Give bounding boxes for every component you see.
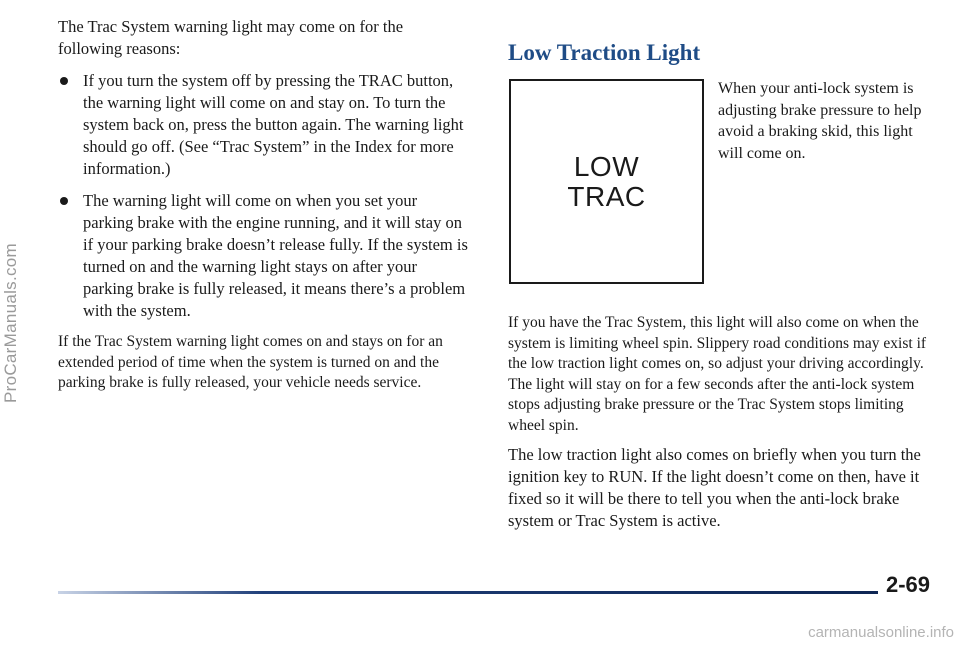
list-item (58, 190, 470, 322)
section-heading: Low Traction Light (508, 40, 701, 65)
service-paragraph: If the Trac System warning light comes on and stays on for an extended period of time when the system is turned on and the parking brake is fully released, your vehicle needs service. (58, 333, 443, 391)
list-item (58, 70, 470, 180)
left-column (58, 16, 470, 394)
footer-watermark: carmanualsonline.info (808, 624, 954, 641)
page-number: 2-69 (885, 572, 930, 597)
side-watermark (0, 0, 26, 646)
trac-system-paragraph: If you have the Trac System, this light will also come on when the system is limiting wheel spin. Slippery road conditions may exist if the low traction light comes on, so adjust your driving accordingly. The light will stay on for a few seconds after the anti-lock system stops adjusting brake pressure or the Trac System stops limiting wheel spin. (508, 314, 927, 434)
list-item-text: If you turn the system off by pressing the TRAC button, the warning light will come on and stay on. To turn the system back on, press the button again. The warning light should go off. (See “Trac System” in the Index for more information.) (83, 71, 464, 178)
right-body (508, 313, 933, 540)
reason-list (58, 70, 470, 322)
indicator-description: When your anti-lock system is adjusting brake pressure to help avoid a braking skid, this light will come on. (718, 80, 922, 162)
bullet-icon (60, 197, 68, 205)
ignition-paragraph: The low traction light also comes on briefly when you turn the ignition key to RUN. If the light doesn’t come on then, have it fixed so it will be there to tell you when the anti-lock brake system or Trac System is active. (508, 445, 921, 530)
bullet-icon (60, 77, 68, 85)
indicator-line-2: TRAC (567, 180, 646, 212)
side-watermark-text: ProCarManuals.com (1, 242, 21, 404)
low-trac-indicator-icon (509, 79, 704, 284)
intro-paragraph: The Trac System warning light may come on for the following reasons: (58, 17, 404, 58)
footer-rule (58, 591, 878, 594)
indicator-line-1: LOW (573, 150, 640, 182)
list-item-text: The warning light will come on when you set your parking brake with the engine running, and it will stay on if your parking brake doesn’t release fully. If the system is turned on and the warning light stays on after your parking brake is fully released, it means there’s a problem with the system. (83, 191, 468, 320)
